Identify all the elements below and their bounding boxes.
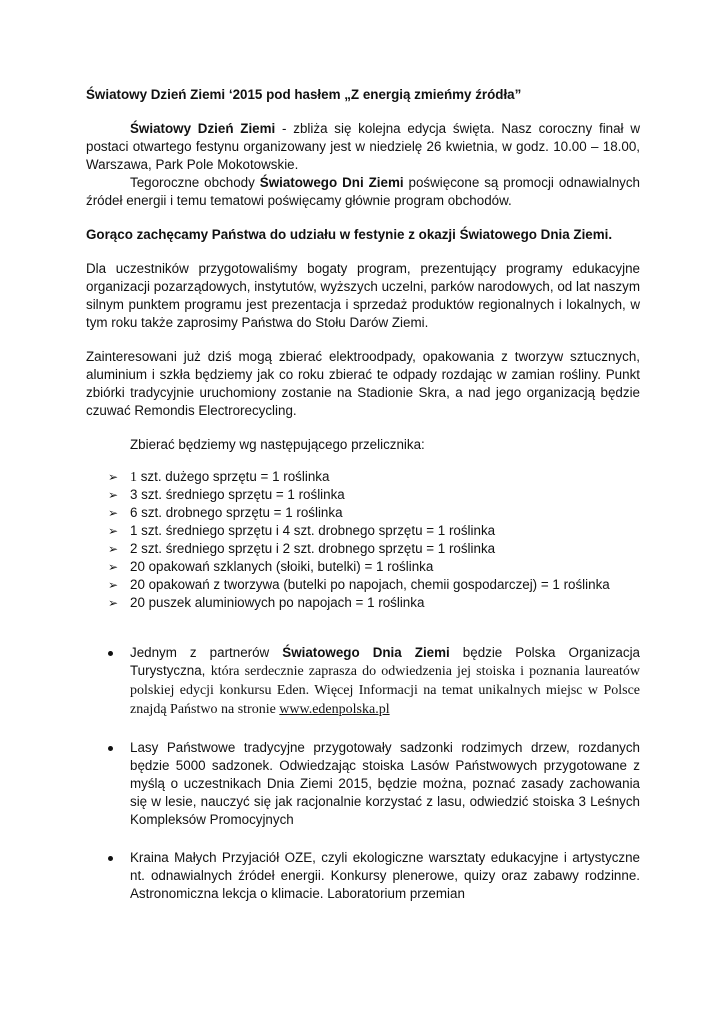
pot-serif-text: która serdecznie zaprasza do odwiedzenia jej stoiska i poznania laureatów polskiej edycji konkursu Eden. Więcej Informacji na temat unikalnych miejsc w Polsce znajdą Państwo na stronie [130,664,640,717]
bullet-dot-icon [108,746,113,751]
counter-item [86,486,640,504]
lasy-text: Lasy Państwowe tradycyjne przygotowały sadzonki rodzimych drzew, rozdanych będzie 5000 sadzonek. Odwiedzając stoiska Lasów Państwowych przygotowane z myślą o uczestnikach Dnia Ziemi 2015, będzie można, poznać zasady zachowania się w lesie, nauczyć się jak racjonalnie korzystać z lasu, odwiedzić stoiska 3 Leśnych Kompleksów Promocyjnych [130,740,640,827]
bullet-dot-icon [108,856,113,861]
counter-item [86,594,640,612]
intro-bold-lead: Światowy Dzień Ziemi [130,121,276,136]
counter-item-text: 20 puszek aluminiowych po napojach = 1 roślinka [130,595,425,610]
partner-item-pot [86,644,640,719]
counter-item [86,558,640,576]
counter-item [86,468,640,486]
counter-item-text: 6 szt. drobnego sprzętu = 1 roślinka [130,505,343,520]
theme-before: Tegoroczne obchody [130,175,260,190]
counter-item-text: 2 szt. średniego sprzętu i 2 szt. drobnego sprzętu = 1 roślinka [130,541,496,556]
collection-paragraph: Zainteresowani już dziś mogą zbierać elektroodpady, opakowania z tworzyw sztucznych, aluminium i szkła będziemy jak co roku zbierać te odpady rozdając w zamian rośliny. Punkt zbiórki tradycyjnie uruchomiony zostanie na Stadionie Skra, a nad jego organizacją będzie czuwać Remondis Electrorecycling. [86,349,640,418]
partners-list [86,644,640,903]
program-paragraph: Dla uczestników przygotowaliśmy bogaty program, prezentujący programy edukacyjne organizacji pozarządowych, instytutów, wyższych uczelni, parków narodowych, od lat naszym silnym punktem programu jest prezentacja i sprzedaż produktów regionalnych i lokalnych, w tym roku także zaprosimy Państwa do Stołu Darów Ziemi. [86,261,640,330]
counter-item [86,504,640,522]
invite-heading: Gorąco zachęcamy Państwa do udziału w festynie z okazji Światowego Dnia Ziemi. [86,227,613,242]
arrow-bullet-icon: ➢ [107,470,119,484]
arrow-bullet-icon: ➢ [107,506,119,520]
counter-item-text: szt. dużego sprzętu = 1 roślinka [137,469,330,484]
document-page [86,86,640,923]
partner-item-lasy [86,739,640,829]
pot-after: będzie Polska Organizacja Turystyczna, [130,645,640,678]
theme-bold: Światowego Dni Ziemi [259,175,404,190]
bullet-dot-icon [108,651,113,656]
arrow-bullet-icon: ➢ [107,488,119,502]
pot-bold: Światowego Dnia Ziemi [282,645,450,660]
pot-before: Jednym z partnerów [130,645,283,660]
counter-item-text: 20 opakowań szklanych (słoiki, butelki) = 1 roślinka [130,559,434,574]
partner-item-kraina [86,849,640,903]
counter-item [86,522,640,540]
counter-item-text: 1 szt. średniego sprzętu i 4 szt. drobnego sprzętu = 1 roślinka [130,523,496,538]
counter-item-text: 20 opakowań z tworzywa (butelki po napojach, chemii gospodarczej) = 1 roślinka [130,577,610,592]
arrow-bullet-icon: ➢ [107,524,119,538]
arrow-bullet-icon: ➢ [107,542,119,556]
counter-item [86,540,640,558]
intro-paragraph [86,120,640,174]
arrow-bullet-icon: ➢ [107,578,119,592]
document-title: Światowy Dzień Ziemi ‘2015 pod hasłem „Z energią zmieńmy źródła” [86,87,522,102]
theme-paragraph [86,174,640,210]
theme-after: poświęcone są promocji odnawialnych źródeł energii i temu tematowi poświęcamy głównie program obchodów. [86,175,640,208]
arrow-bullet-icon: ➢ [107,560,119,574]
arrow-bullet-icon: ➢ [107,596,119,610]
counter-intro: Zbierać będziemy wg następującego przelicznika: [130,437,425,452]
counter-item-number: 1 [130,470,137,485]
intro-text: - zbliża się kolejna edycja święta. Nasz coroczny finał w postaci otwartego festynu organizowany jest w niedzielę 26 kwietnia, w godz. 10.00 – 18.00, Warszawa, Park Pole Mokotowskie. [86,121,640,172]
kraina-text: Kraina Małych Przyjaciół OZE, czyli ekologiczne warsztaty edukacyjne i artystyczne nt. odnawialnych źródeł energii. Konkursy plenerowe, quizy oraz zabawy rodzinne. Astronomiczna lekcja o klimacie. Laboratorium przemian [130,850,640,901]
counter-item-text: 3 szt. średniego sprzętu = 1 roślinka [130,487,345,502]
edenpolska-link[interactable]: www.edenpolska.pl [279,702,390,717]
counter-item [86,576,640,594]
counter-list [86,468,640,612]
